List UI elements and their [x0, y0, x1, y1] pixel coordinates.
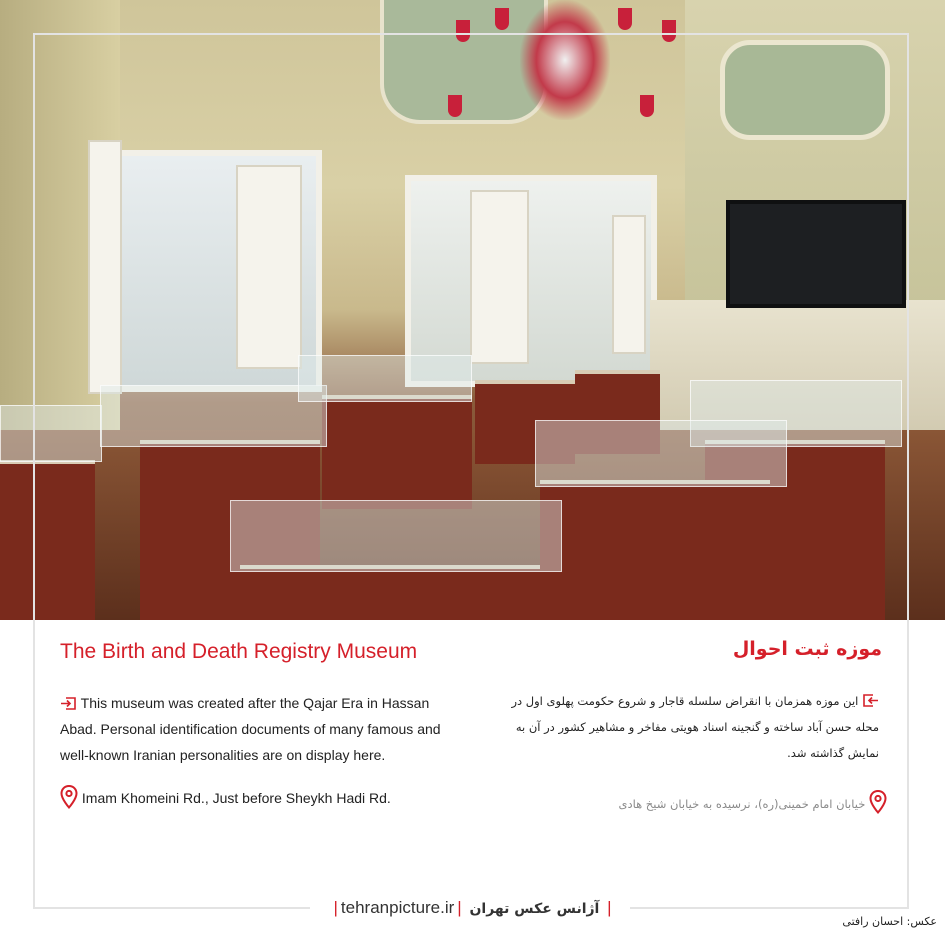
glass-vitrine — [298, 355, 472, 402]
glass-vitrine — [0, 405, 102, 462]
door-panel — [470, 190, 529, 364]
footer-agency: آژانس عکس تهران — [469, 901, 600, 917]
chandelier-cup — [456, 20, 470, 42]
footer-separator: | — [457, 898, 462, 917]
chandelier — [520, 0, 610, 120]
description-english — [60, 690, 460, 768]
display-case — [540, 480, 770, 620]
address-english-text: Imam Khomeini Rd., Just before Sheykh Hadi Rd. — [81, 790, 391, 806]
description-persian — [509, 688, 879, 766]
display-case — [240, 565, 540, 620]
door-panel — [88, 140, 122, 394]
television — [726, 200, 906, 308]
display-case — [322, 395, 472, 509]
chandelier-cup — [448, 95, 462, 117]
location-pin-icon — [869, 790, 887, 814]
description-english-text: This museum was created after the Qajar Era in Hassan Abad. Personal identification documents of many famous and well-known Iranian personalities are on display here. — [60, 695, 441, 763]
glass-vitrine — [100, 385, 327, 447]
display-case — [0, 460, 95, 620]
address-persian — [607, 790, 887, 817]
footer-site-link[interactable]: tehranpicture.ir — [340, 898, 455, 917]
arrow-in-box-icon — [60, 697, 77, 710]
footer-separator: | — [333, 898, 338, 917]
location-pin-icon — [60, 785, 78, 809]
arrow-in-box-icon — [862, 694, 879, 707]
address-english — [60, 785, 391, 809]
chandelier-cup — [640, 95, 654, 117]
photo-credit: عکس: احسان رافتی — [842, 915, 937, 928]
door-panel — [236, 165, 302, 369]
chandelier-cup — [495, 8, 509, 30]
description-persian-text: این موزه همزمان با انقراض سلسله قاجار و شروع حکومت پهلوی اول در محله حسن آباد ساخته و گنجینه اسناد هویتی مفاخر و مشاهیر کشور در آن به نمایش گذاشته شد. — [511, 694, 879, 760]
glass-vitrine — [230, 500, 562, 572]
title-persian: موزه ثبت احوال — [732, 638, 882, 660]
door-panel — [612, 215, 646, 354]
footer — [0, 898, 945, 918]
wall-panel — [720, 40, 890, 140]
footer-separator: | — [607, 898, 612, 917]
address-persian-text: خیابان امام خمینی(ره)، نرسیده به خیابان شیخ هادی — [618, 797, 866, 811]
title-english: The Birth and Death Registry Museum — [60, 640, 418, 663]
glass-vitrine — [535, 420, 787, 487]
chandelier-cup — [662, 20, 676, 42]
chandelier-cup — [618, 8, 632, 30]
